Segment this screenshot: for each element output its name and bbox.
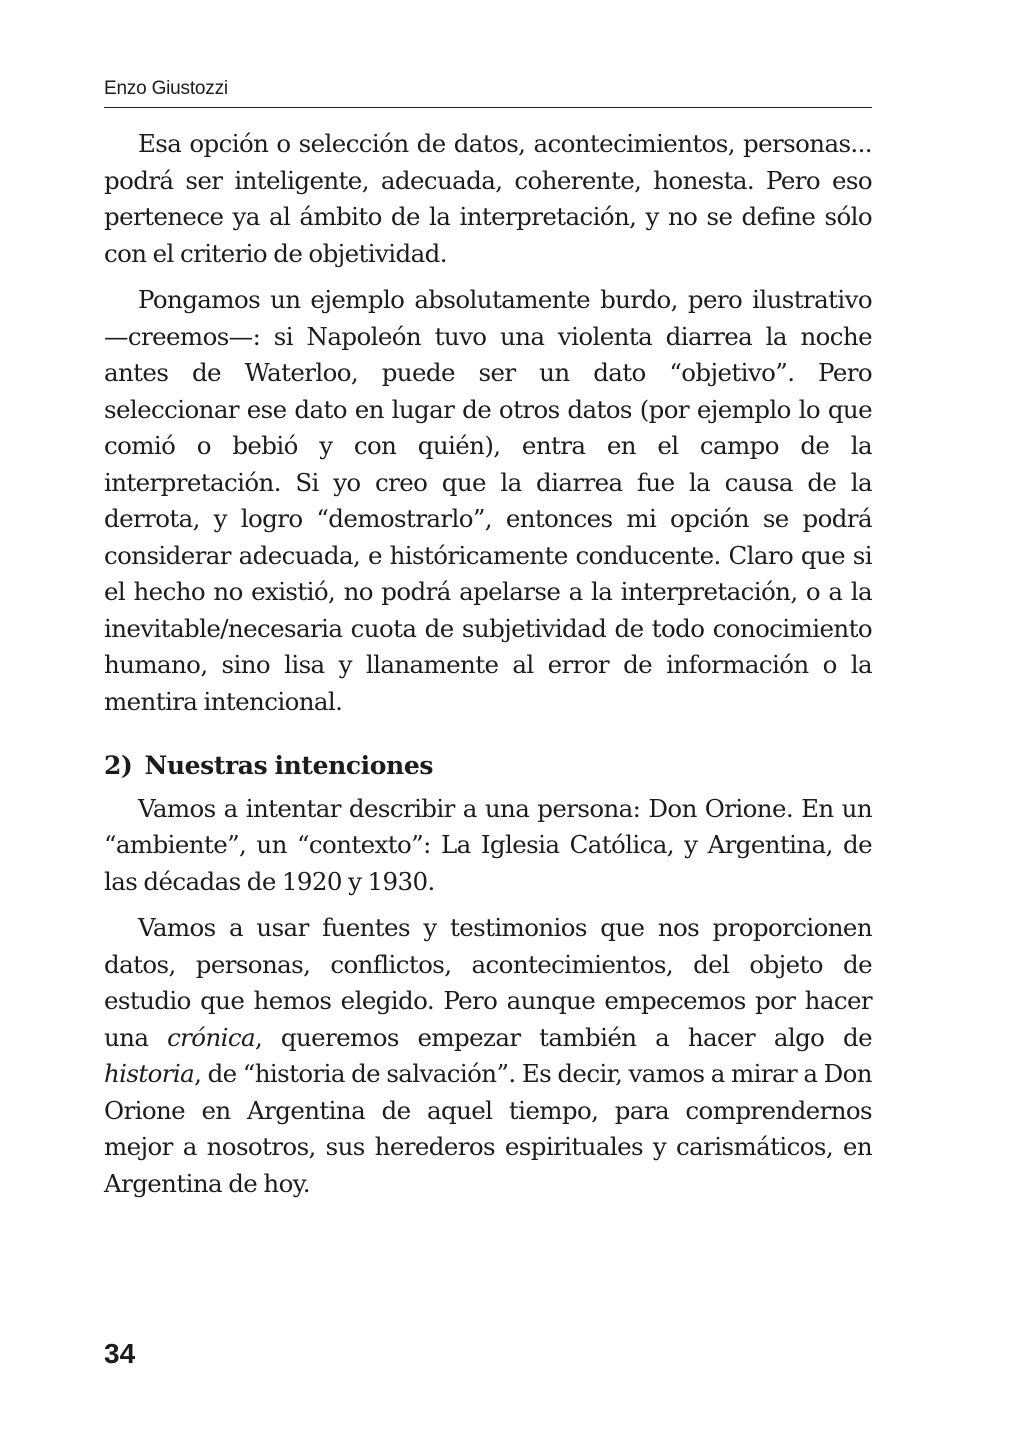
text-run: , de “historia de salvación”. Es decir, vamos a mirar a Don Orione en Argentina de aquel tiempo, para comprendernos mejor a nosotros, sus herederos espirituales y carismáticos, en Argentina de hoy. — [104, 1059, 872, 1198]
paragraph-group-section — [104, 791, 872, 1203]
italic-text: historia — [104, 1059, 195, 1088]
page-number: 34 — [104, 1338, 136, 1369]
paragraph-group-intro — [104, 126, 872, 720]
text-run: Esa opción o selección de datos, acontecimientos, personas... podrá ser inteligente, adecuada, coherente, honesta. Pero eso pertenece ya al ámbito de la interpretación, y no se define sólo con el criterio de objetividad. — [104, 129, 872, 268]
running-header — [104, 74, 872, 108]
section-title: Nuestras intenciones — [144, 751, 433, 780]
section-number: 2) — [104, 751, 133, 780]
page-body — [104, 126, 872, 1212]
text-run: Vamos a intentar describir a una persona: Don Orione. En un “ambiente”, un “contexto”: La Iglesia Católica, y Argentina, de las décadas de 1920 y 1930. — [104, 793, 872, 896]
paragraph — [104, 282, 872, 720]
text-run: Pongamos un ejemplo absolutamente burdo, pero ilustrativo —creemos—: si Napoleón tuvo una violenta diarrea la noche antes de Waterloo, puede ser un dato “objetivo”. Pero seleccionar ese dato en lugar de otros datos (por ejemplo lo que comió o bebió y con quién), entra en el campo de la interpretación. Si yo creo que la diarrea fue la causa de la derrota, y logro “demostrarlo”, entonces mi opción se podrá considerar adecuada, e históricamente conducente. Claro que si el hecho no existió, no podrá apelarse a la interpretación, o a la inevitable/necesaria cuota de subjetividad de todo conocimiento humano, sino lisa y llanamente al error de información o la mentira intencional. — [104, 285, 872, 716]
paragraph — [104, 126, 872, 272]
italic-text: crónica — [167, 1022, 255, 1052]
section-heading — [104, 748, 872, 785]
paragraph — [104, 910, 872, 1202]
paragraph — [104, 791, 872, 901]
text-run: , queremos empezar también a hacer algo de — [255, 1022, 872, 1052]
header-author: Enzo Giustozzi — [104, 78, 228, 99]
text-run: Vamos a usar fuentes y testimonios que nos proporcionen datos, personas, conflictos, acontecimientos, del objeto de estudio que hemos elegido. Pero aunque empecemos por hacer una — [104, 913, 872, 1052]
